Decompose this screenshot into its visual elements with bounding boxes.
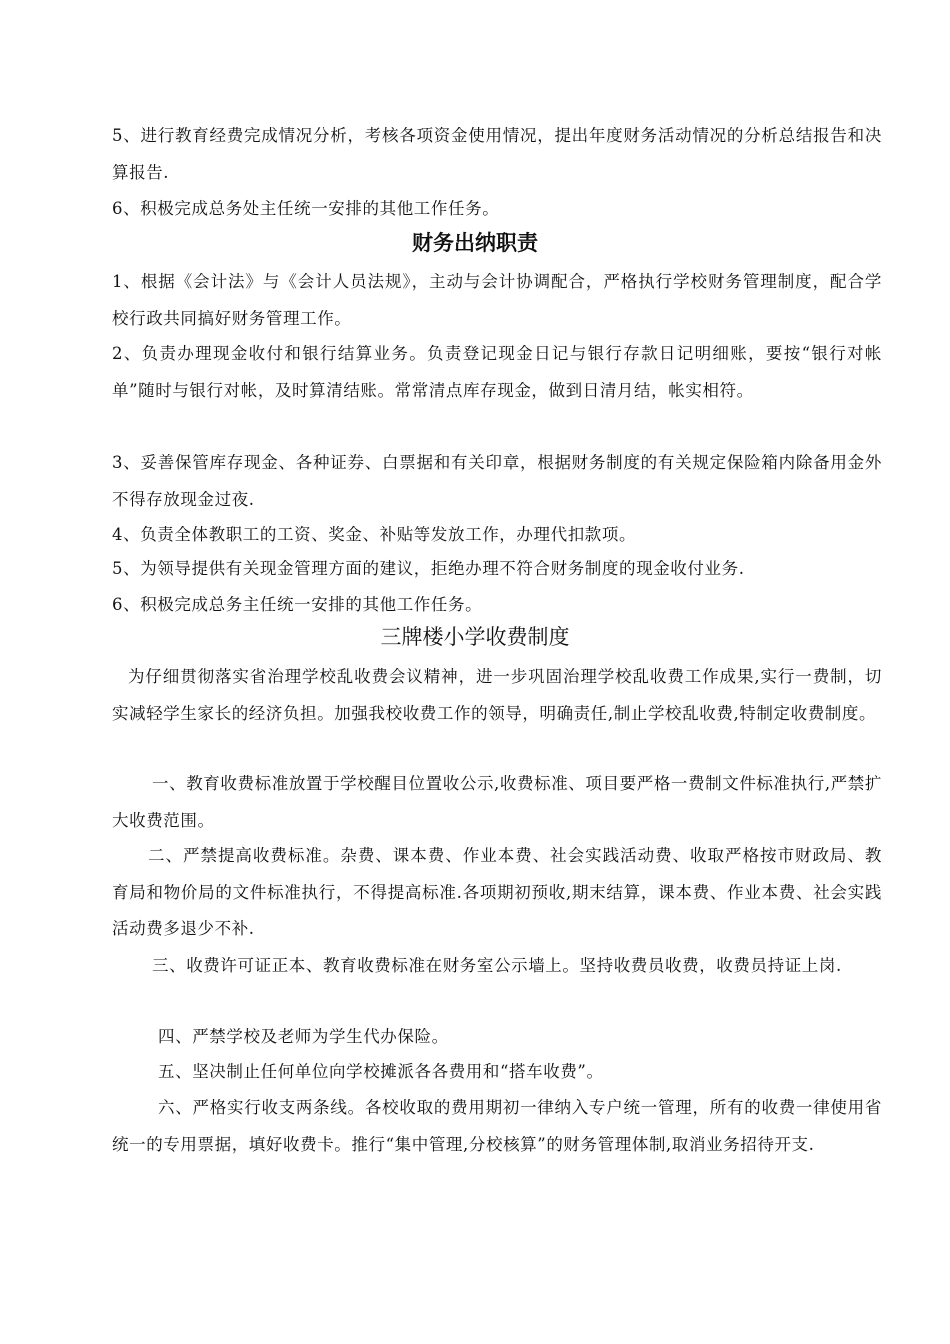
fee-item-4: 四、严禁学校及老师为学生代办保险。: [158, 1027, 449, 1046]
fee-item-5: 五、坚决制止任何单位向学校摊派各各费用和“搭车收费”。: [158, 1062, 604, 1081]
fee-item-6: 六、严格实行收支两条线。各校收取的费用期初一律纳入专户统一管理，所有的收费一律使用省统一的专用票据，填好收费卡。推行“集中管理,分校核算”的财务管理体制,取消业务招待开支.: [112, 1098, 882, 1154]
duty-item-6: 6、积极完成总务处主任统一安排的其他工作任务。: [112, 199, 500, 218]
cashier-item-1: 1、根据《会计法》与《会计人员法规》，主动与会计协调配合，严格执行学校财务管理制度，配合学校行政共同搞好财务管理工作。: [112, 272, 882, 328]
cashier-item-3: 3、妥善保管库存现金、各种证券、白票据和有关印章，根据财务制度的有关规定保险箱内除备用金外不得存放现金过夜.: [112, 453, 882, 509]
fee-item-1: 一、教育收费标准放置于学校醒目位置收公示,收费标准、项目要严格一费制文件标准执行,严禁扩大收费范围。: [112, 774, 882, 830]
fee-item-2: 二、严禁提高收费标准。杂费、课本费、作业本费、社会实践活动费、收取严格按市财政局、教育局和物价局的文件标准执行，不得提高标准.各项期初预收,期末结算，课本费、作业本费、社会实践活动费多退少不补.: [112, 846, 882, 938]
fee-policy-intro: 为仔细贯彻落实省治理学校乱收费会议精神，进一步巩固治理学校乱收费工作成果,实行一费制，切实减轻学生家长的经济负担。加强我校收费工作的领导，明确责任,制止学校乱收费,特制定收费制度。: [112, 667, 882, 723]
cashier-item-5: 5、为领导提供有关现金管理方面的建议，拒绝办理不符合财务制度的现金收付业务.: [112, 559, 745, 578]
fee-item-3: 三、收费许可证正本、教育收费标准在财务室公示墙上。坚持收费员收费，收费员持证上岗.: [152, 956, 842, 975]
cashier-item-2: 2、负责办理现金收付和银行结算业务。负责登记现金日记与银行存款日记明细账，要按“银行对帐单”随时与银行对帐，及时算清结账。常常清点库存现金，做到日清月结，帐实相符。: [112, 344, 882, 400]
duty-item-5: 5、进行教育经费完成情况分析，考核各项资金使用情况，提出年度财务活动情况的分析总结报告和决算报告.: [112, 126, 882, 182]
cashier-item-4: 4、负责全体教职工的工资、奖金、补贴等发放工作，办理代扣款项。: [112, 525, 637, 544]
fee-policy-title: 三牌楼小学收费制度: [380, 625, 570, 649]
cashier-item-6: 6、积极完成总务主任统一安排的其他工作任务。: [112, 595, 483, 614]
cashier-duties-title: 财务出纳职责: [412, 231, 538, 255]
